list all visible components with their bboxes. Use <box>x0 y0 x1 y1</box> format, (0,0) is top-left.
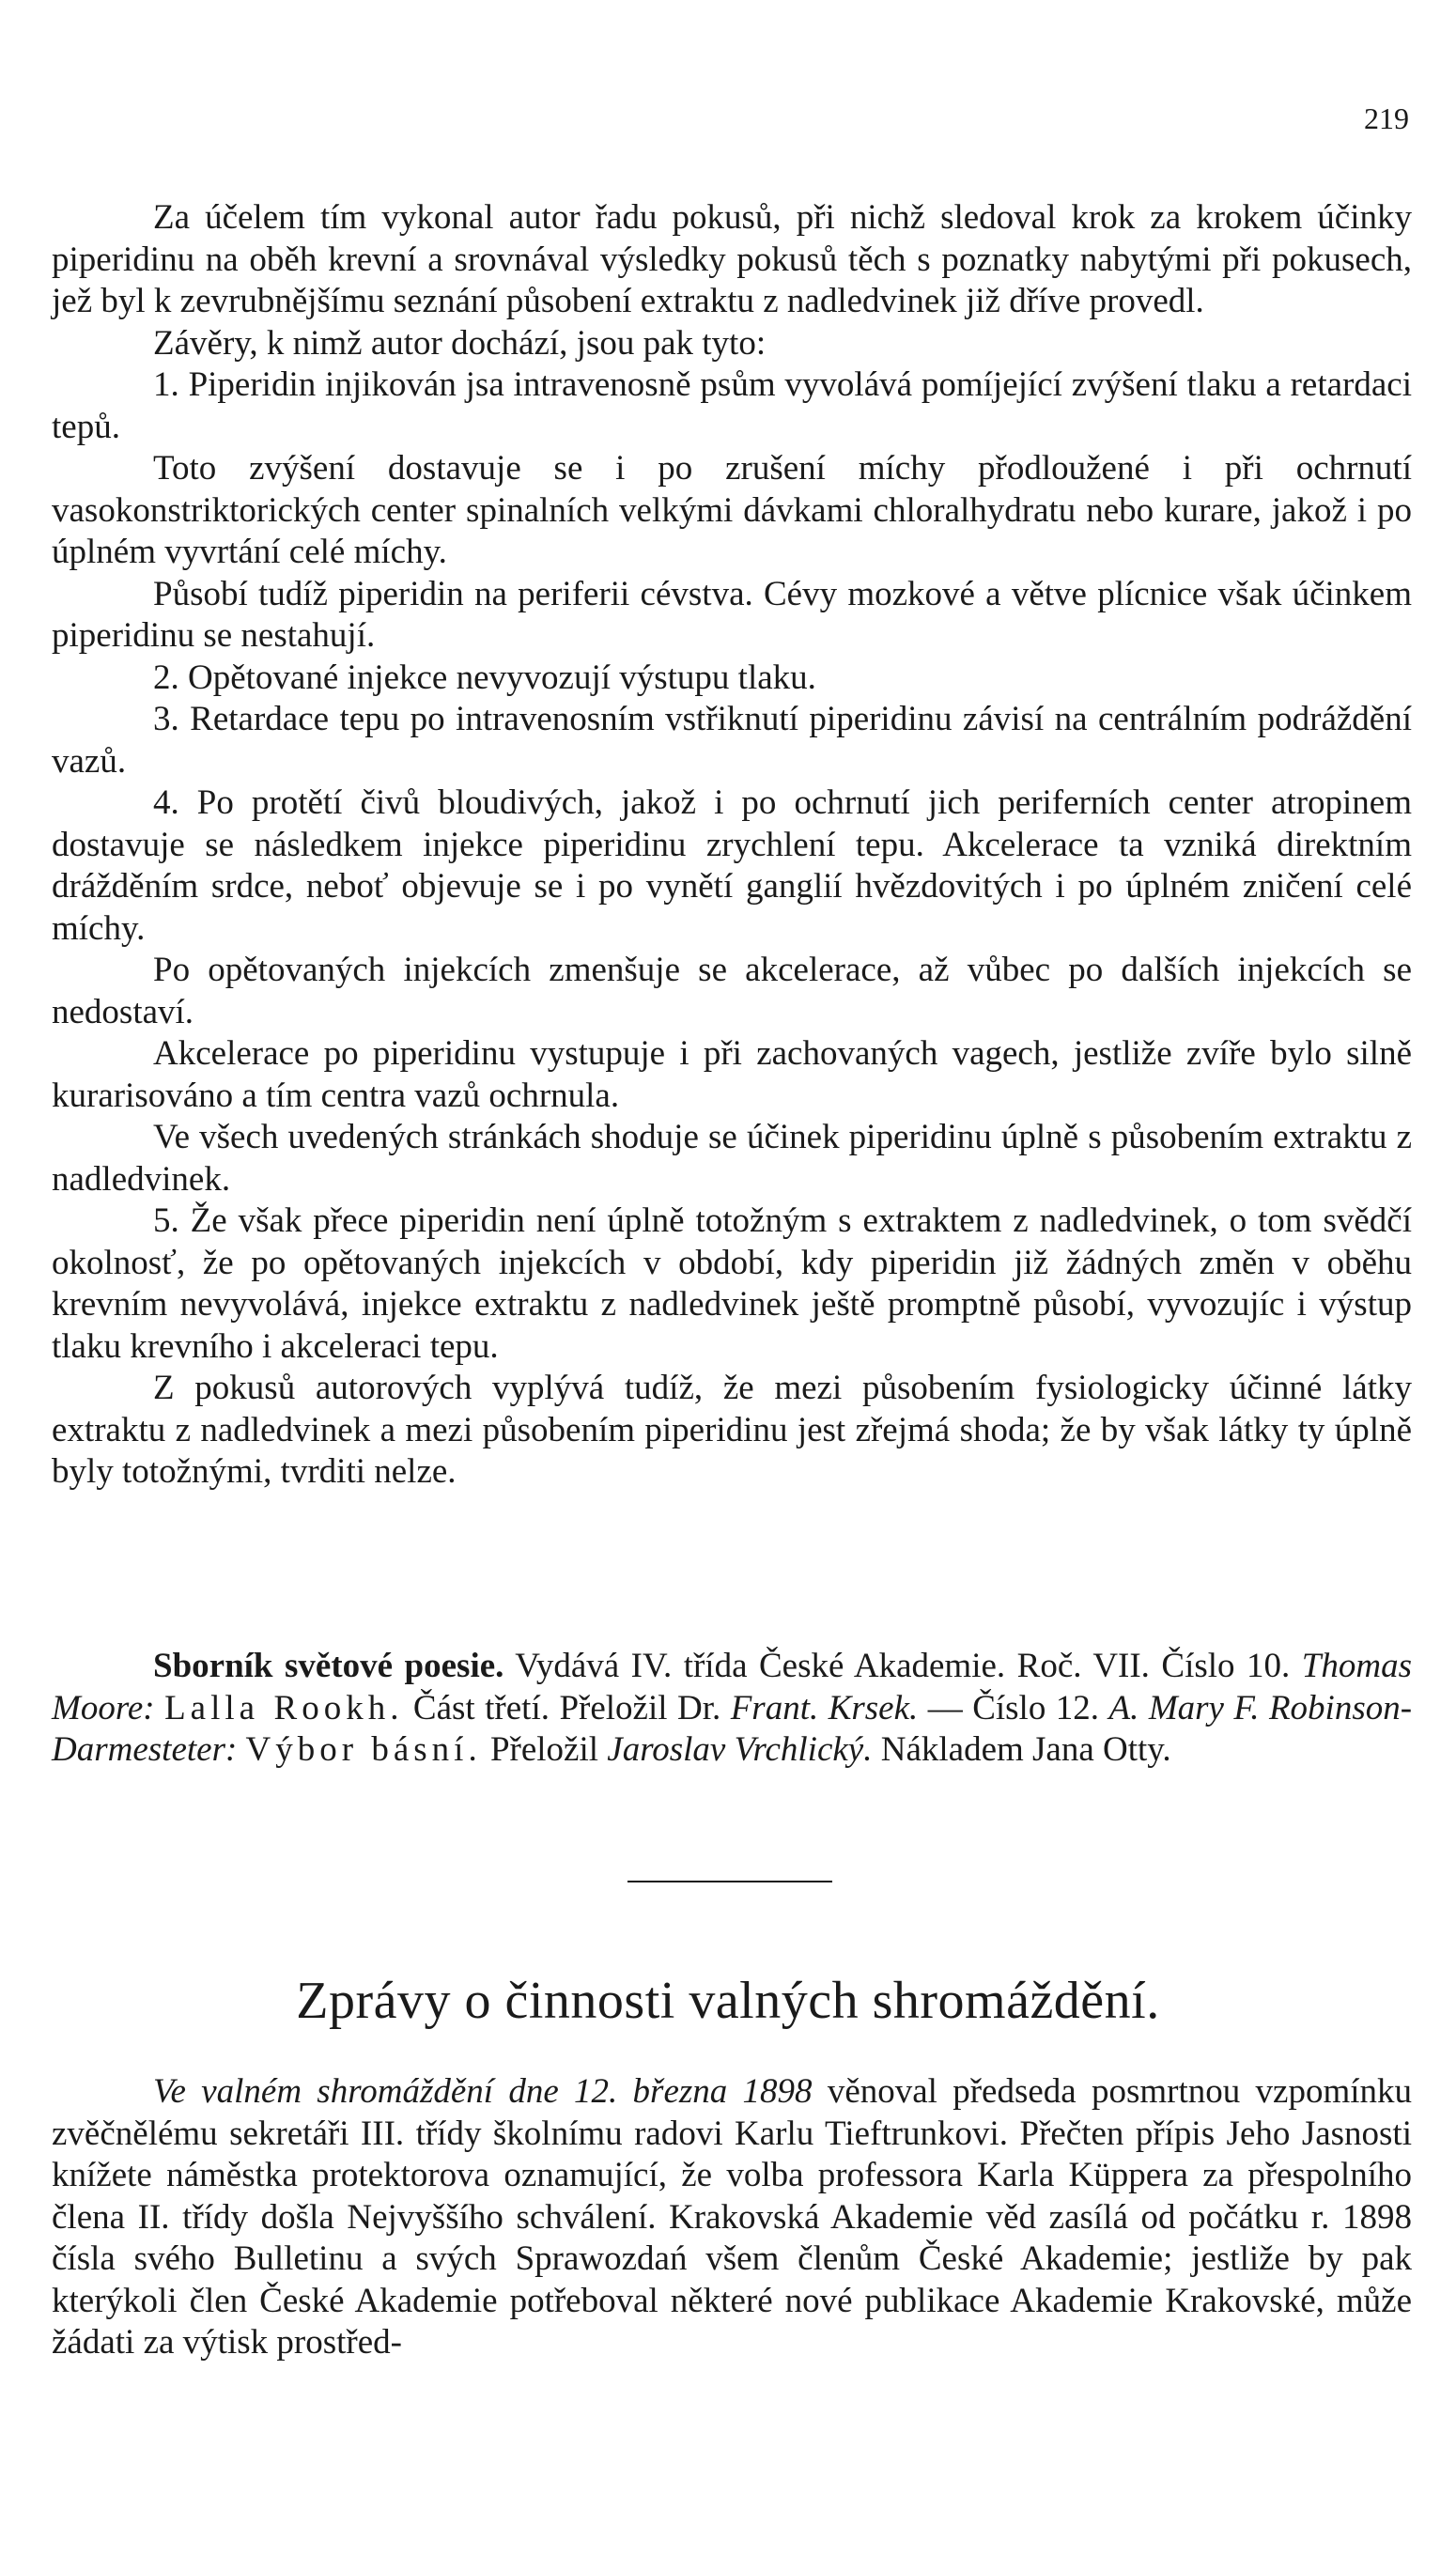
paragraph: Za účelem tím vykonal autor řadu pokusů, při nichž sledoval krok za krokem účinky piperidinu na oběh krevní a srovnával výsledky pokusů těch s poznatky nabytými při pokusech, jež byl k zevrubnějšímu seznání působení extraktu z nadledvinek již dříve provedl. <box>52 198 1412 320</box>
paragraph: 2. Opětované injekce nevyvozují výstupu tlaku. <box>153 658 816 697</box>
bib-author: A. Mary F. Robinson-Darmesteter: <box>52 1688 1413 1769</box>
section-heading: Zprávy o činnosti valných shromáždění. <box>296 1972 1160 2030</box>
paragraph: Z pokusů autorových vyplývá tudíž, že mezi působením fysiologicky účinné látky extraktu z nadledvinek a mezi působením piperidinu jest zřejmá shoda; že by však látky ty úplně byly totožnými, tvrditi nelze. <box>52 1369 1412 1491</box>
bib-text: Nákladem Jana Otty. <box>880 1730 1171 1769</box>
bib-author: Thomas Moore: <box>52 1647 1412 1727</box>
meeting-report <box>52 2071 1412 2364</box>
paragraph: Toto zvýšení dostavuje se i po zrušení míchy přodloužené i při ochrnutí vasokonstriktorických center spinalních velkými dávkami chloralhydratu nebo kurare, jakož i po úplném vyvrtání celé míchy. <box>52 449 1412 571</box>
bib-text: Část třetí. Přeložil Dr. <box>412 1688 721 1727</box>
paragraph: Ve všech uvedených stránkách shoduje se účinek piperidinu úplně s působením extraktu z nadledvinek. <box>52 1118 1412 1199</box>
report-text: věnoval předseda posmrtnou vzpomínku zvěčnělému sekretáři III. třídy školnímu radovi Karlu Tieftrunkovi. Přečten přípis Jeho Jasnosti knížete náměstka protektorova oznamující, že volba professora Karla Küppera za přespolního člena II. třídy došla Nejvyššího schválení. Krakovská Akademie věd zasílá od počátku r. 1898 čísla svého Bulletinu a svých Sprawozdań všem členům České Akademie; jestliže by pak kterýkoli člen České Akademie potřeboval některé nové publikace Akademie Krakovské, může žádati za výtisk prostřed- <box>52 2072 1413 2362</box>
bib-work-title: Výbor básní. <box>245 1730 482 1769</box>
bib-work-title: Lalla Rookh. <box>164 1688 404 1727</box>
paragraph: 1. Piperidin injikován jsa intravenosně psům vyvolává pomíjející zvýšení tlaku a retardaci tepů. <box>52 365 1412 446</box>
paragraph: Akcelerace po piperidinu vystupuje i při zachovaných vagech, jestliže zvíře bylo silně kurarisováno a tím centra vazů ochrnula. <box>52 1034 1412 1115</box>
report-date: Ve valném shromáždění dne 12. března 1898 <box>153 2072 813 2111</box>
bib-text: — Číslo 12. <box>927 1688 1100 1727</box>
paragraph: 5. Že však přece piperidin není úplně totožným s extraktem z nadledvinek, o tom svědčí okolnosť, že po opětovaných injekcích v období, kdy piperidin již žádných změn v oběhu krevním nevyvolává, injekce extraktu z nadledvinek ještě promptně působí, vyvozujíc i výstup tlaku krevního i akceleraci tepu. <box>52 1201 1412 1366</box>
bib-translator: Jaroslav Vrchlický. <box>607 1730 873 1769</box>
paragraph: Působí tudíž piperidin na periferii cévstva. Cévy mozkové a větve plícnice však účinkem piperidinu se nestahují. <box>52 574 1412 655</box>
paragraph: 4. Po protětí čivů bloudivých, jakož i po ochrnutí jich periferních center atropinem dostavuje se následkem injekce piperidinu zrychlení tepu. Akcelerace ta vzniká direktním drážděním srdce, neboť objevuje se i po vynětí ganglií hvězdovitých i po úplném zničení celé míchy. <box>52 783 1412 948</box>
bib-translator: Frant. Krsek. <box>730 1688 919 1727</box>
bib-text: Vydává IV. třída České Akademie. Roč. VII. Číslo 10. <box>515 1647 1291 1685</box>
paragraph: Po opětovaných injekcích zmenšuje se akcelerace, až vůbec po dalších injekcích se nedostaví. <box>52 951 1412 1031</box>
paragraph: Závěry, k nimž autor dochází, jsou pak tyto: <box>153 323 767 363</box>
article-body <box>52 197 1412 1494</box>
page-number: 219 <box>1364 101 1409 135</box>
section-divider <box>627 1881 832 1882</box>
paragraph: 3. Retardace tepu po intravenosním vstřiknutí piperidinu závisí na centrálním podráždění vazů. <box>52 700 1412 781</box>
series-title: Sborník světové poesie. <box>153 1647 504 1685</box>
bibliography-note <box>52 1646 1412 1772</box>
bib-text: Přeložil <box>489 1730 599 1769</box>
